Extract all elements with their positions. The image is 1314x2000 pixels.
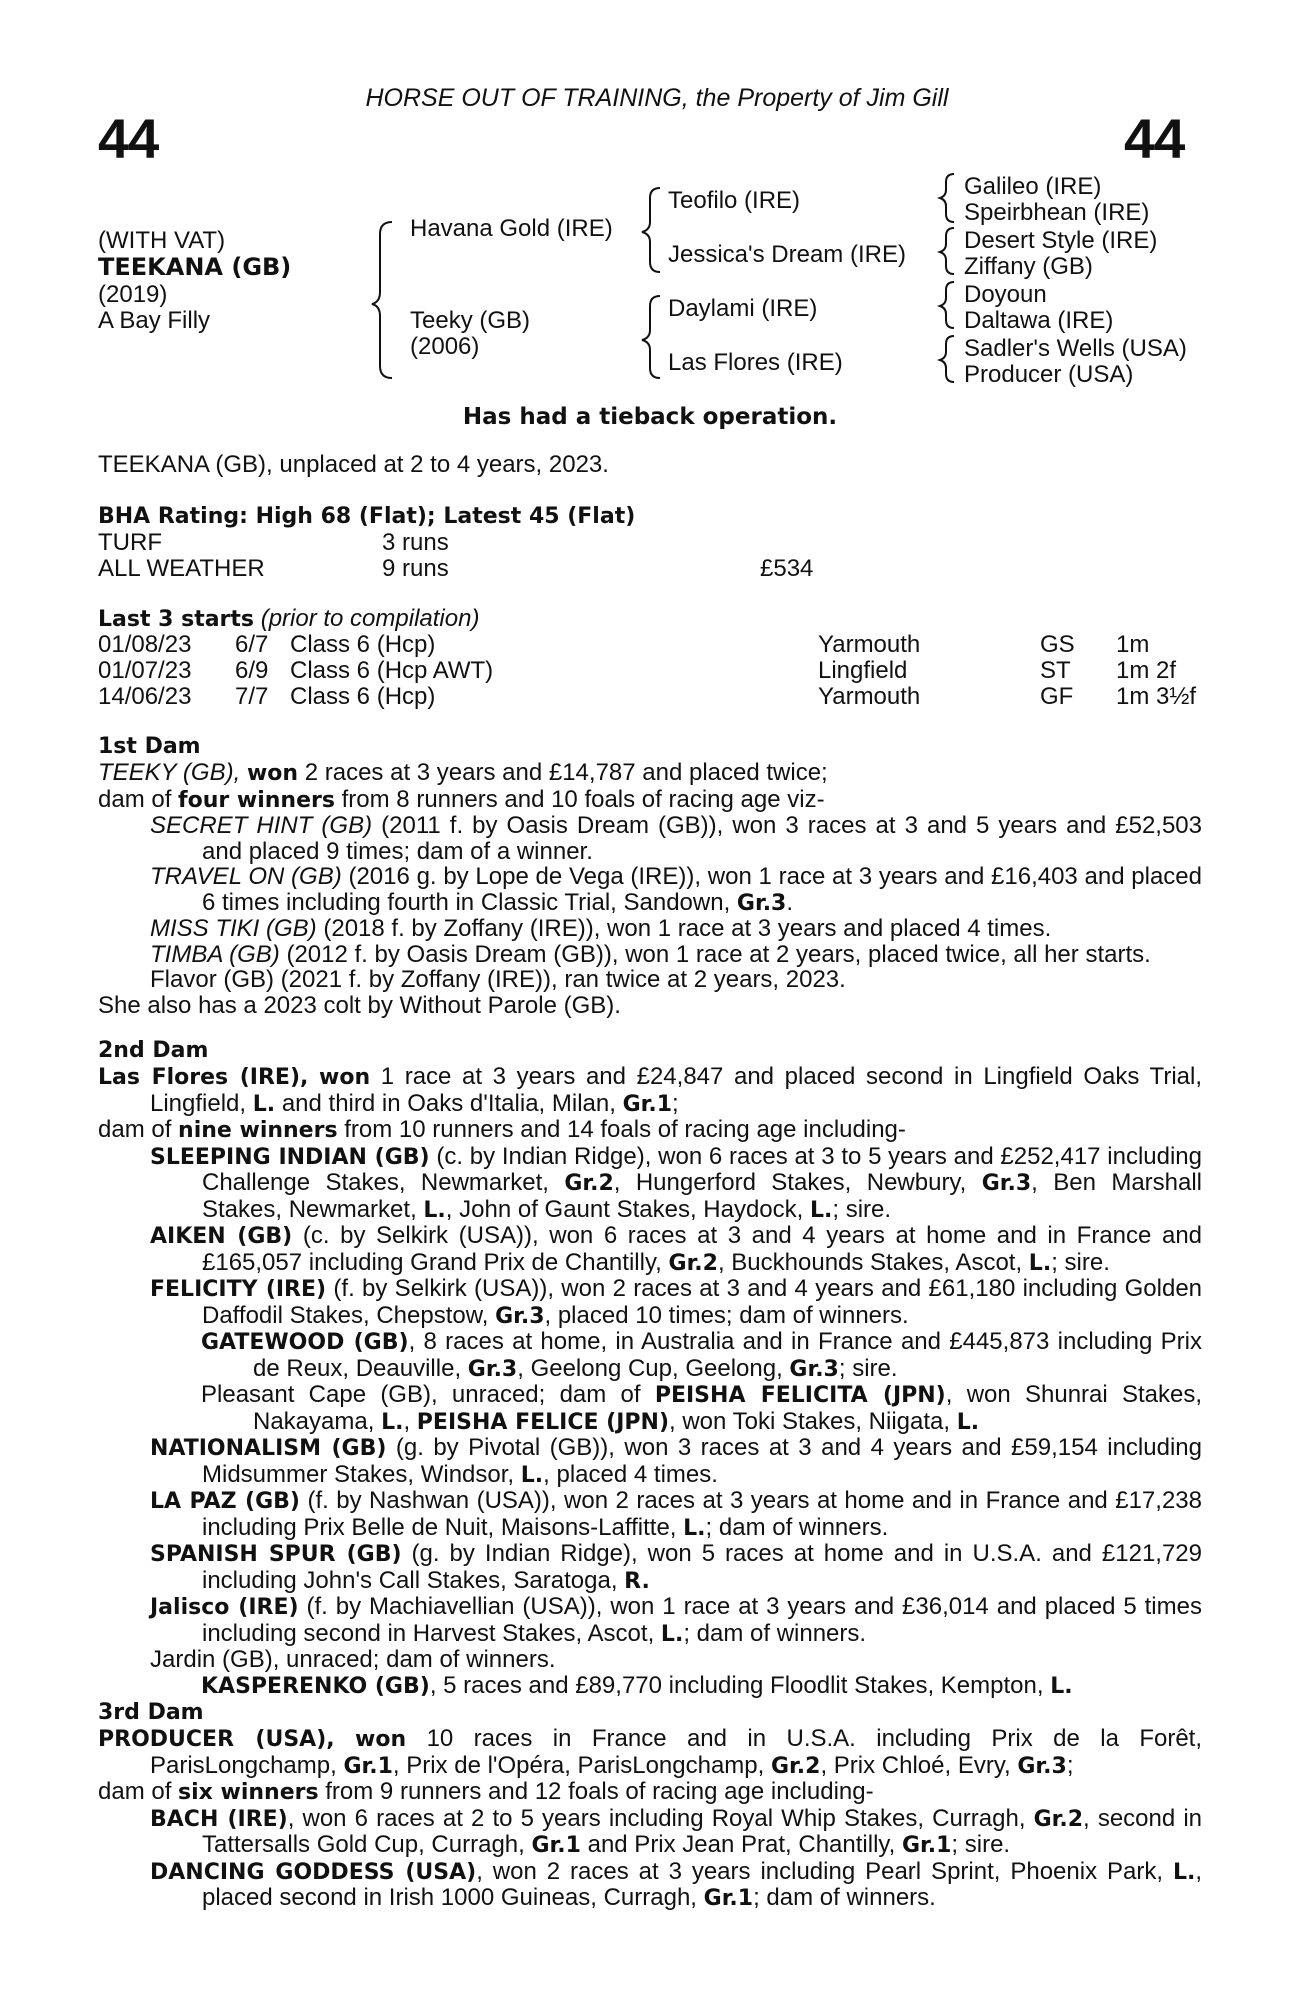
last-starts-title: Last 3 starts [98,607,255,632]
second-dam-heading: 2nd Dam [98,1038,209,1063]
grade-label: Gr.3 [789,1356,839,1382]
progeny-sleeping-indian [98,1144,1202,1224]
start-row-1-going: GS [1040,631,1075,658]
grade-label: L. [660,1621,684,1647]
record-text: , Ben Marshall Stakes, Newmarket, [202,1169,1203,1223]
record-text: , second in Tattersalls Gold Cup, Curragh, [202,1804,1203,1858]
progeny-name: Jalisco (IRE) [150,1595,299,1620]
start-row-1-dist: 1m [1116,631,1150,658]
pedigree-dam-year: (2006) [410,333,480,360]
winners-count: nine winners [178,1118,338,1143]
progeny-name: TIMBA (GB) [150,940,280,968]
progeny-gatewood [98,1329,1202,1382]
pedigree-ggs-2: Speirbhean (IRE) [964,199,1150,226]
vat-note: (WITH VAT) [98,227,226,254]
progeny-miss-tiki [98,916,1202,942]
progeny-name: FELICITY (IRE) [150,1277,327,1302]
progeny-jalisco [98,1594,1202,1647]
horse-description: A Bay Filly [98,307,211,334]
record-text: and third in Oaks d'Italia, Milan, [281,1089,616,1117]
grade-label: Gr.3 [736,890,787,916]
start-row-3-dist: 1m 3½f [1116,683,1197,710]
won-label: won [355,1727,407,1752]
progeny-pleasant-cape [98,1382,1202,1435]
grade-label: R. [624,1568,650,1594]
progeny-nationalism [98,1435,1202,1488]
progeny-name: AIKEN (GB) [150,1224,293,1249]
last-starts-heading [98,606,479,633]
punct: ; [1066,1751,1074,1779]
dam-of-label: dam of [98,785,172,813]
start-row-1-course: Yarmouth [818,631,921,658]
progeny-record: (c. by Selkirk (USA)), won 6 races at 3 and 4 years at home and in France and £165,057 including Grand Prix de Chantilly, [202,1222,1203,1276]
grade-label: L. [1172,1859,1196,1885]
grade-label: Gr.2 [771,1753,821,1779]
pedigree-ggs-8: Producer (USA) [964,361,1134,388]
record-text: ; sire. [951,1831,1011,1858]
turf-label: TURF [98,529,162,556]
progeny-name: KASPERENKO (GB) [201,1673,430,1699]
start-row-3-pos: 7/7 [235,683,269,710]
first-dam-record: 2 races at 3 years and £14,787 and placed twice; [304,759,828,786]
page-header: HORSE OUT OF TRAINING, the Property of Jim Gill [365,84,949,112]
progeny-name: PEISHA FELICE (JPN) [416,1409,670,1435]
won-label: won [319,1065,371,1090]
progeny-record: (2011 f. by Oasis Dream (GB)), won 3 races at 3 and 5 years and £52,503 and placed 9 times; dam of a winner. [202,812,1202,865]
progeny-name: SECRET HINT (GB) [150,812,373,839]
progeny-record: (2018 f. by Zoffany (IRE)), won 1 race at 3 years and placed 4 times. [323,915,1052,942]
third-dam-heading: 3rd Dam [98,1700,204,1725]
third-dam-section [98,1726,1202,1912]
grade-label: L. [381,1409,404,1435]
last-starts-note: (prior to compilation) [260,605,480,632]
turf-runs: 3 runs [382,529,449,556]
third-dam-name: PRODUCER (USA), [98,1727,335,1752]
grade-label: Gr.3 [981,1171,1032,1196]
start-row-3-class: Class 6 (Hcp) [290,683,436,710]
pedigree-ggs-5: Doyoun [964,281,1047,308]
progeny-record: Pleasant Cape (GB), unraced; dam of [201,1381,641,1408]
start-row-3-date: 14/06/23 [98,683,192,710]
progeny-name: SLEEPING INDIAN (GB) [150,1144,430,1170]
progeny-record: (g. by Pivotal (GB)), won 3 races at 3 and 4 years and £59,154 including Midsummer Stakes, Windsor, [202,1434,1202,1488]
record-text: , placed 4 times. [543,1460,718,1488]
won-label: won [246,761,299,786]
progeny-name: NATIONALISM (GB) [150,1436,387,1461]
second-dam-name: Las Flores (IRE), [98,1065,309,1090]
start-row-2-course: Lingfield [818,657,908,684]
winners-count: four winners [178,787,335,813]
progeny-name: BACH (IRE) [150,1806,288,1832]
aw-prize: £534 [760,555,814,582]
progeny-record: , 5 races and £89,770 including Floodlit Stakes, Kempton, [429,1671,1044,1699]
progeny-dancing-goddess [98,1859,1202,1912]
pedigree-sire-sire: Teofilo (IRE) [668,187,801,214]
start-row-2-going: ST [1040,657,1071,684]
grade-label: Gr.3 [467,1356,518,1382]
pedigree-ggs-7: Sadler's Wells (USA) [964,335,1187,362]
progeny-name: GATEWOOD (GB) [201,1330,409,1355]
start-row-1-pos: 6/7 [235,631,269,658]
grade-label: Gr.1 [622,1091,672,1117]
horse-name: TEEKANA (GB) [98,253,292,281]
record-text: , placed second in Irish 1000 Guineas, Curragh, [202,1857,1203,1911]
pedigree-sire-dam: Jessica's Dream (IRE) [668,241,906,268]
lot-number-left: 44 [98,107,159,170]
pedigree-sire: Havana Gold (IRE) [410,215,613,242]
progeny-aiken [98,1223,1202,1276]
pedigree-ggs-3: Desert Style (IRE) [964,227,1158,254]
progeny-flavor: Flavor (GB) (2021 f. by Zoffany (IRE)), ran twice at 2 years, 2023. [150,966,846,993]
progeny-record: (2012 f. by Oasis Dream (GB)), won 1 race at 2 years, placed twice, all her starts. [286,940,1151,968]
progeny-kasperenko [98,1673,1202,1700]
progeny-felicity [98,1276,1202,1329]
pedigree-dam: Teeky (GB) [410,307,531,334]
pedigree-ggs-6: Daltawa (IRE) [964,307,1114,334]
grade-label: Gr.1 [531,1833,581,1858]
progeny-record: (f. by Machiavellian (USA)), won 1 race at 3 years and £36,014 and placed 5 times including second in Harvest Stakes, Ascot, [202,1593,1202,1647]
grade-label: L. [423,1197,446,1223]
first-dam-heading: 1st Dam [98,734,201,759]
grade-label: Gr.1 [343,1753,393,1779]
lot-number-right: 44 [1124,107,1185,170]
progeny-record: , won 6 races at 2 to 5 years including Royal Whip Stakes, Curragh, [287,1804,1026,1832]
start-row-2-class: Class 6 (Hcp AWT) [290,657,494,684]
second-dam-section [98,1064,1202,1699]
third-dam-record: 10 races in France and in U.S.A. including Prix de la Forêt, ParisLongchamp, [150,1725,1203,1779]
runners-info: from 8 runners and 10 foals of racing age viz- [341,785,825,813]
start-row-1-class: Class 6 (Hcp) [290,631,436,658]
grade-label: Gr.1 [703,1886,754,1911]
record-text: , Hungerford Stakes, Newbury, [613,1169,967,1196]
record-text: ; sire. [832,1195,892,1223]
pedigree-dam-sire: Daylami (IRE) [668,295,818,322]
progeny-travel-on [98,864,1202,916]
first-dam-note: She also has a 2023 colt by Without Parole (GB). [98,991,621,1019]
record-text: , Geelong Cup, Geelong, [517,1354,783,1382]
record-text: , placed 10 times; dam of winners. [544,1301,909,1329]
progeny-name: DANCING GODDESS (USA) [150,1859,477,1885]
start-row-2-pos: 6/9 [235,657,269,684]
grade-label: L. [1050,1673,1073,1699]
progeny-jardin: Jardin (GB), unraced; dam of winners. [150,1646,556,1673]
grade-label: L. [683,1515,706,1541]
winners-count: six winners [178,1780,319,1805]
record-text: , won Shunrai Stakes, Nakayama, [253,1381,1203,1435]
progeny-name: PEISHA FELICITA (JPN) [654,1383,946,1408]
progeny-record: , won 2 races at 3 years including Pearl Sprint, Phoenix Park, [476,1857,1164,1885]
second-dam-record: 1 race at 3 years and £24,847 and placed second in Lingfield Oaks Trial, Lingfield, [150,1063,1203,1117]
record-text: , Prix Chloé, Evry, [820,1751,1011,1779]
grade-label: L. [252,1091,276,1117]
progeny-record: (f. by Nashwan (USA)), won 2 races at 3 years at home and in France and £17,238 including Prix Belle de Nuit, Maisons-Laffitte, [202,1487,1202,1541]
dam-of-label: dam of [98,1778,172,1805]
first-dam-name: TEEKY (GB), [98,759,241,786]
progeny-record: , 8 races at home, in Australia and in France and £445,873 including Prix de Reux, Deauville, [253,1328,1202,1382]
record-text: ; dam of winners. [753,1884,936,1911]
record-text: ; sire. [1051,1248,1110,1276]
horse-year: (2019) [98,281,168,308]
record-text: , Prix de l'Opéra, ParisLongchamp, [392,1751,765,1779]
progeny-spanish-spur [98,1541,1202,1594]
progeny-record: (c. by Indian Ridge), won 6 races at 3 to 5 years and £252,417 including Challenge Stakes, Newmarket, [202,1142,1203,1196]
grade-label: Gr.2 [564,1171,614,1196]
progeny-record: (g. by Indian Ridge), won 5 races at home and in U.S.A. and £121,729 including John's Call Stakes, Saratoga, [202,1540,1203,1594]
grade-label: Gr.2 [1033,1806,1084,1832]
progeny-record: (2016 g. by Lope de Vega (IRE)), won 1 race at 3 years and £16,403 and placed 6 times including fourth in Classic Trial, Sandown, [202,863,1203,916]
start-row-3-going: GF [1040,683,1074,710]
grade-label: Gr.2 [668,1250,718,1276]
grade-label: Gr.3 [495,1303,545,1329]
progeny-record: (f. by Selkirk (USA)), won 2 races at 3 and 4 years and £61,180 including Golden Daffodil Stakes, Chepstow, [202,1275,1203,1329]
punct: ; [672,1089,679,1117]
record-text: , Buckhounds Stakes, Ascot, [717,1248,1023,1276]
progeny-la-paz [98,1488,1202,1541]
record-text: ; sire. [838,1354,898,1382]
start-row-2-dist: 1m 2f [1116,657,1177,684]
pedigree-dam-dam: Las Flores (IRE) [668,349,843,376]
grade-label: L. [1028,1250,1052,1276]
progeny-timba [98,942,1202,968]
progeny-name: MISS TIKI (GB) [150,915,317,942]
punct: , [403,1407,411,1435]
aw-label: ALL WEATHER [98,555,265,582]
grade-label: L. [956,1409,980,1435]
progeny-name: LA PAZ (GB) [150,1489,300,1514]
pedigree-ggs-4: Ziffany (GB) [964,253,1093,280]
record-text: ; dam of winners. [705,1513,889,1541]
progeny-secret-hint [98,813,1202,864]
start-row-3-course: Yarmouth [818,683,921,710]
grade-label: Gr.3 [1017,1753,1067,1779]
grade-label: Gr.1 [901,1833,952,1858]
progeny-name: SPANISH SPUR (GB) [150,1542,402,1567]
runners-info: from 9 runners and 12 foals of racing age including- [325,1778,874,1805]
start-row-2-date: 01/07/23 [98,657,192,684]
record-text: , John of Gaunt Stakes, Haydock, [445,1195,804,1223]
dam-of-label: dam of [98,1116,172,1143]
bha-rating: BHA Rating: High 68 (Flat); Latest 45 (Flat) [98,504,636,529]
race-summary: TEEKANA (GB), unplaced at 2 to 4 years, 2023. [98,451,609,478]
start-row-1-date: 01/08/23 [98,631,192,658]
progeny-bach [98,1806,1202,1859]
progeny-name: TRAVEL ON (GB) [150,863,342,890]
runners-info: from 10 runners and 14 foals of racing age including- [344,1116,906,1143]
record-text: , won Toki Stakes, Niigata, [669,1407,951,1435]
aw-runs: 9 runs [382,555,449,582]
punct: . [786,888,794,916]
tieback-notice: Has had a tieback operation. [462,404,838,430]
record-text: ; dam of winners. [683,1619,867,1647]
record-text: and Prix Jean Prat, Chantilly, [587,1831,896,1858]
grade-label: L. [520,1462,544,1488]
pedigree-ggs-1: Galileo (IRE) [964,173,1102,200]
grade-label: L. [810,1197,833,1223]
first-dam-section [98,760,1202,1018]
